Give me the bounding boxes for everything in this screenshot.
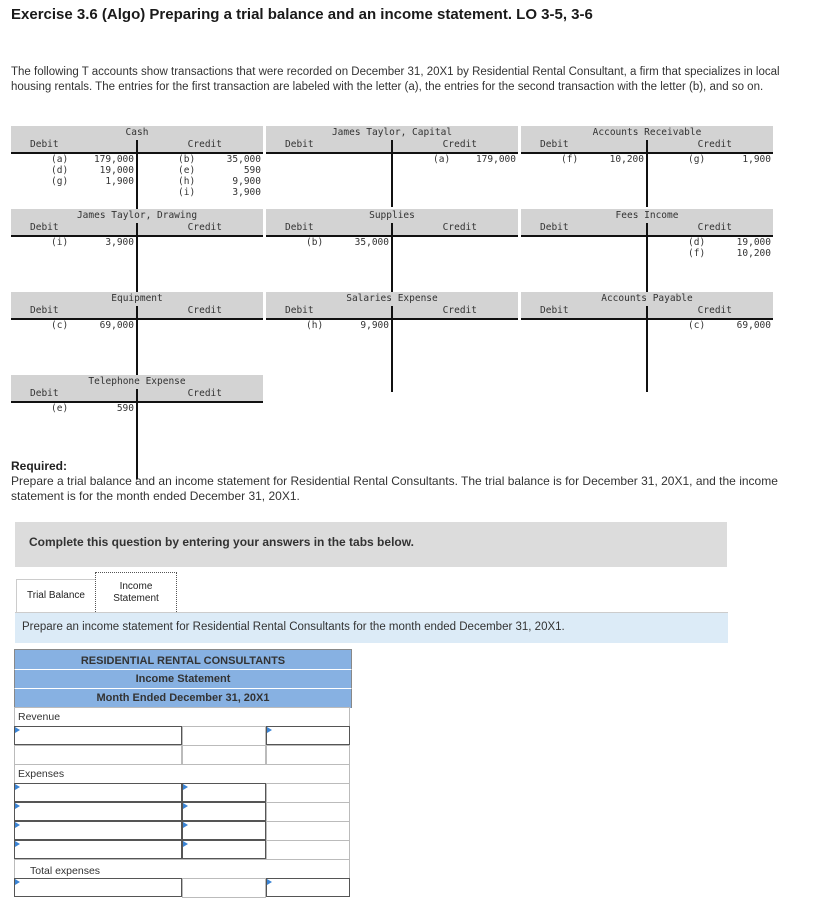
t-account-credit-letter: (d) — [688, 237, 706, 248]
t-account-name: Fees Income — [615, 210, 679, 221]
t-account-credit-letter: (h) — [178, 176, 196, 187]
t-account-debit-amount: 10,200 — [609, 154, 644, 165]
blank-cell — [266, 840, 350, 860]
t-account-debit-label: Debit — [285, 139, 314, 150]
t-account-payable — [521, 292, 773, 392]
required-section — [11, 459, 811, 504]
t-account-credit-amount: 10,200 — [736, 248, 771, 259]
t-account-salaries — [266, 292, 518, 392]
t-account-divider — [391, 140, 393, 207]
expense-amount-input[interactable] — [182, 821, 266, 840]
t-account-debit-letter: (g) — [51, 176, 69, 187]
instruction-bar — [15, 613, 728, 643]
t-account-credit-amount: 179,000 — [475, 154, 516, 165]
tab-income-statement[interactable] — [95, 572, 177, 614]
expense-amount-input[interactable] — [182, 840, 266, 859]
t-account-credit-letter: (g) — [688, 154, 706, 165]
t-account-credit-letter: (a) — [433, 154, 451, 165]
blank-cell — [266, 783, 350, 803]
blank-cell — [182, 726, 266, 746]
revenue-account-input[interactable] — [14, 726, 182, 745]
t-account-credit-label: Credit — [187, 388, 222, 399]
statement-label-row — [14, 707, 350, 727]
t-account-credit-amount: 590 — [243, 165, 261, 176]
t-account-credit-letter: (b) — [178, 154, 196, 165]
revenue-label: Revenue — [18, 711, 61, 723]
expense-account-input[interactable] — [14, 802, 182, 821]
t-account-debit-label: Debit — [540, 305, 569, 316]
t-account-debit-letter: (f) — [561, 154, 579, 165]
t-account-debit-amount: 1,900 — [105, 176, 134, 187]
t-account-capital — [266, 126, 518, 207]
total-expenses-amount-input[interactable] — [266, 878, 350, 897]
t-account-name: Telephone Expense — [88, 376, 186, 387]
t-account-debit-amount: 69,000 — [99, 320, 134, 331]
t-account-name: Accounts Receivable — [592, 127, 702, 138]
t-account-debit-amount: 179,000 — [93, 154, 134, 165]
complete-banner — [15, 522, 727, 567]
t-account-name: James Taylor, Drawing — [76, 210, 198, 221]
t-account-debit-amount: 9,900 — [360, 320, 389, 331]
t-account-debit-label: Debit — [30, 305, 59, 316]
blank-cell — [266, 745, 350, 765]
t-account-credit-label: Credit — [187, 139, 222, 150]
blank-cell — [266, 802, 350, 822]
t-account-debit-letter: (c) — [51, 320, 69, 331]
t-account-name: Accounts Payable — [601, 293, 693, 304]
t-account-debit-amount: 3,900 — [105, 237, 134, 248]
statement-company: RESIDENTIAL RENTAL CONSULTANTS — [14, 649, 352, 670]
t-account-credit-letter: (f) — [688, 248, 706, 259]
complete-banner-text: Complete this question by entering your answers in the tabs below. — [29, 535, 414, 549]
total-expenses-label: Total expenses — [30, 865, 101, 877]
t-account-debit-letter: (d) — [51, 165, 69, 176]
t-account-name: Cash — [125, 127, 149, 138]
expense-account-input[interactable] — [14, 821, 182, 840]
instruction-text: Prepare an income statement for Residential Rental Consultants for the month ended December 31, 20X1. — [22, 621, 565, 633]
t-account-credit-label: Credit — [442, 222, 477, 233]
t-account-credit-amount: 19,000 — [736, 237, 771, 248]
t-account-credit-label: Credit — [697, 305, 732, 316]
t-account-credit-label: Credit — [697, 222, 732, 233]
t-account-credit-amount: 35,000 — [226, 154, 261, 165]
t-account-divider — [646, 306, 648, 392]
tab-trial-balance[interactable]: Trial Balance — [16, 579, 96, 612]
t-account-debit-letter: (h) — [306, 320, 324, 331]
t-account-name: James Taylor, Capital — [331, 127, 453, 138]
t-account-debit-label: Debit — [540, 222, 569, 233]
expense-account-input[interactable] — [14, 783, 182, 802]
blank-cell — [182, 745, 266, 765]
revenue-amount-input[interactable] — [266, 726, 350, 745]
intro-text: The following T accounts show transactions that were recorded on December 31, 20X1 by Residential Rental Consultant, a firm that specializes in local housing rentals. The entries for the first transaction are labeled with the letter (a), the entries for the second transaction with the letter (b), and so on. — [11, 66, 780, 93]
t-account-debit-amount: 590 — [116, 403, 134, 414]
statement-name: Income Statement — [14, 669, 352, 689]
t-account-credit-letter: (c) — [688, 320, 706, 331]
t-account-credit-label: Credit — [187, 305, 222, 316]
t-account-debit-label: Debit — [540, 139, 569, 150]
t-account-credit-letter: (i) — [178, 187, 196, 198]
t-account-debit-letter: (a) — [51, 154, 69, 165]
tab-income-line1: Income — [119, 581, 153, 592]
blank-cell — [182, 878, 266, 898]
statement-period: Month Ended December 31, 20X1 — [14, 688, 352, 708]
blank-cell — [266, 821, 350, 841]
statement-label-row — [14, 764, 350, 784]
t-account-receivable — [521, 126, 773, 207]
required-label: Required: — [11, 459, 68, 473]
t-account-debit-letter: (i) — [51, 237, 69, 248]
blank-cell — [14, 745, 182, 765]
net-income-label-input[interactable] — [14, 878, 182, 897]
t-account-debit-label: Debit — [30, 222, 59, 233]
t-account-name: Equipment — [111, 293, 163, 304]
t-account-divider — [391, 306, 393, 392]
t-account-debit-label: Debit — [285, 222, 314, 233]
t-account-debit-amount: 35,000 — [354, 237, 389, 248]
t-account-name: Supplies — [369, 210, 415, 221]
t-account-debit-label: Debit — [30, 388, 59, 399]
expense-account-input[interactable] — [14, 840, 182, 859]
t-account-credit-label: Credit — [187, 222, 222, 233]
t-account-debit-letter: (b) — [306, 237, 324, 248]
required-text: Prepare a trial balance and an income statement for Residential Rental Consultants. The trial balance is for December 31, 20X1, and the income statement is for the month ended December 31, 20X1. — [11, 474, 778, 503]
t-account-credit-amount: 3,900 — [232, 187, 261, 198]
t-account-debit-label: Debit — [285, 305, 314, 316]
t-account-credit-amount: 1,900 — [742, 154, 771, 165]
t-account-credit-label: Credit — [442, 139, 477, 150]
t-account-credit-amount: 9,900 — [232, 176, 261, 187]
expenses-label: Expenses — [18, 768, 65, 780]
t-account-divider — [646, 140, 648, 207]
t-account-credit-amount: 69,000 — [736, 320, 771, 331]
expense-amount-input[interactable] — [182, 802, 266, 821]
t-account-credit-letter: (e) — [178, 165, 196, 176]
t-account-debit-label: Debit — [30, 139, 59, 150]
t-account-credit-label: Credit — [442, 305, 477, 316]
t-account-debit-letter: (e) — [51, 403, 69, 414]
t-account-name: Salaries Expense — [346, 293, 438, 304]
t-account-debit-amount: 19,000 — [99, 165, 134, 176]
tab-income-line2: Statement — [113, 593, 159, 604]
t-account-credit-label: Credit — [697, 139, 732, 150]
expense-amount-input[interactable] — [182, 783, 266, 802]
exercise-title: Exercise 3.6 (Algo) Preparing a trial balance and an income statement. LO 3-5, 3-6 — [11, 6, 593, 23]
